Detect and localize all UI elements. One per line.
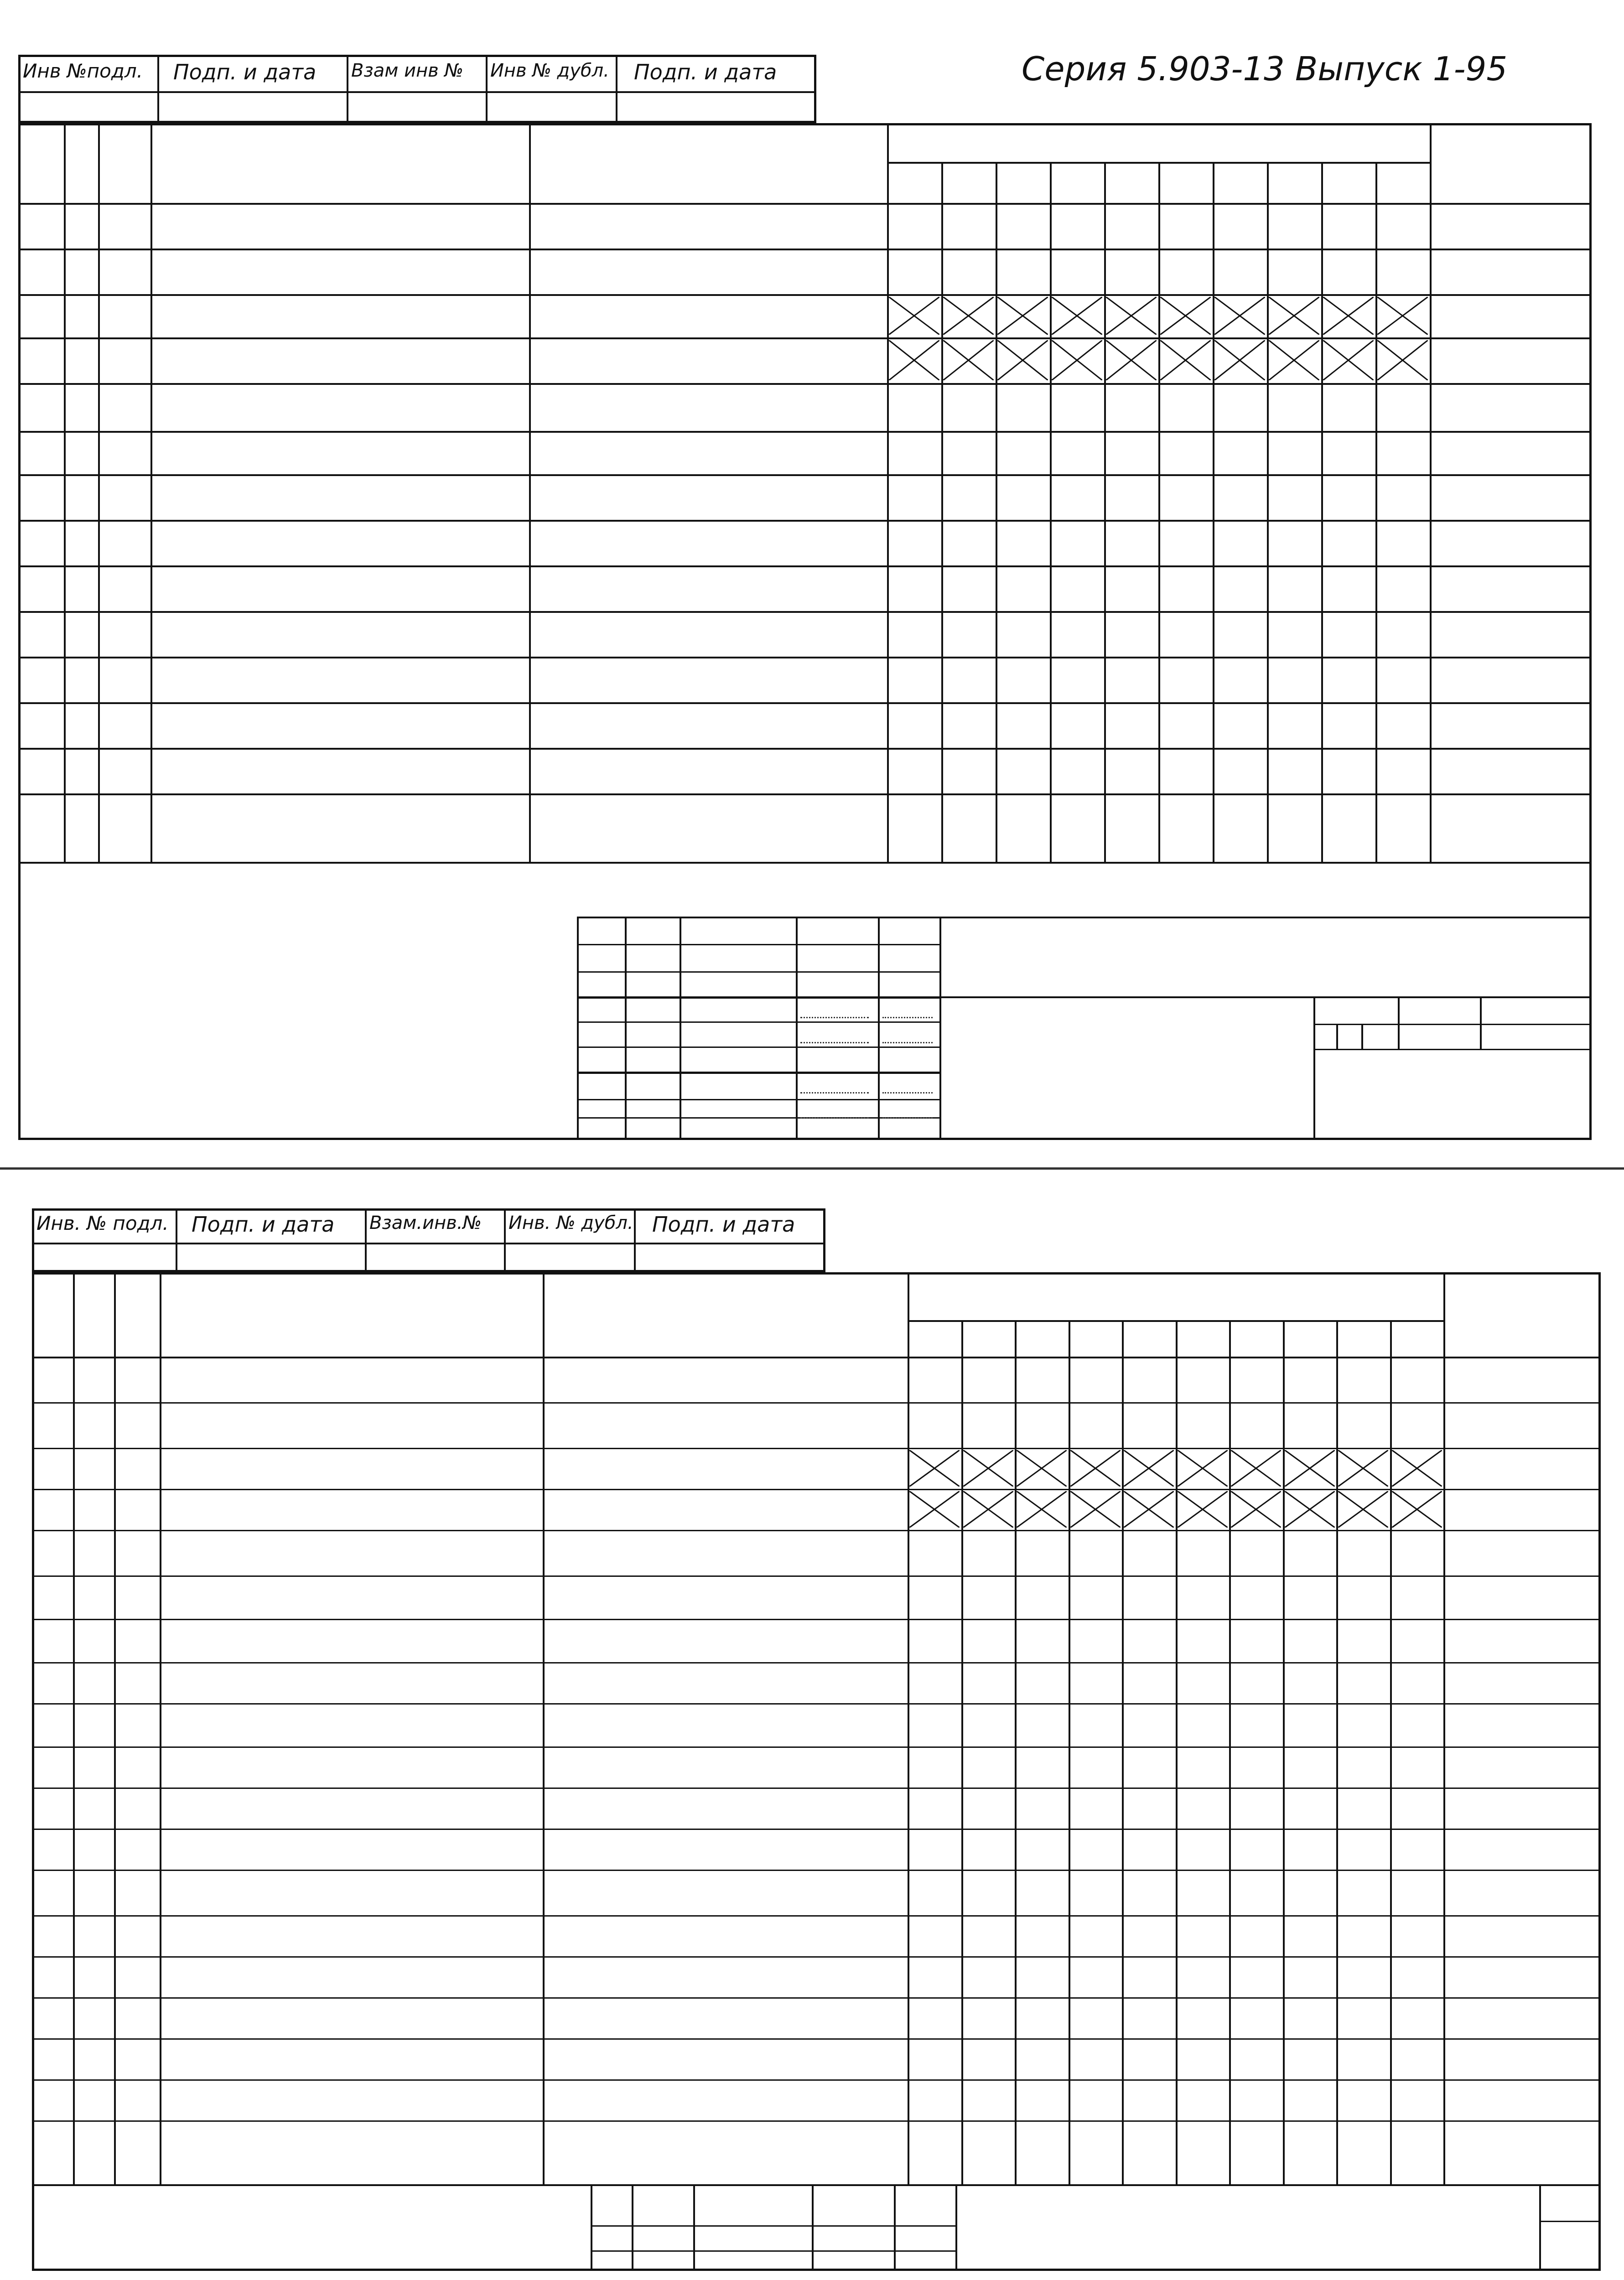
stamp-cell: Инв. № подл. — [36, 1212, 169, 1234]
grid-line — [73, 1272, 75, 2184]
grid-line — [32, 2038, 1601, 2040]
grid-line — [32, 1788, 1601, 1789]
grid-line — [32, 1489, 1601, 1490]
grid-line — [591, 2184, 592, 2271]
cross-mark — [1285, 1450, 1335, 1487]
grid-line — [114, 1272, 116, 2184]
stamp-cell: Подп. и дата — [173, 60, 316, 84]
cross-mark — [963, 1450, 1013, 1487]
grid-line — [32, 1956, 1601, 1958]
grid-line — [32, 1746, 1601, 1748]
grid-line — [32, 1829, 1601, 1830]
cross-mark — [1070, 1450, 1121, 1487]
stamp-cell: Инв №подл. — [23, 60, 143, 82]
stamp-cell: Инв. № дубл. — [508, 1213, 633, 1233]
stamp-cell: Подп. и дата — [634, 60, 777, 84]
series-header: Серия 5.903-13 Выпуск 1-95 — [1022, 50, 1508, 88]
grid-line — [543, 1272, 545, 2184]
grid-line — [160, 1272, 161, 2184]
stamp-cell: Подп. и дата — [652, 1212, 795, 1237]
grid-line — [32, 1575, 1601, 1577]
cross-mark — [909, 1450, 960, 1487]
grid-line — [32, 2079, 1601, 2081]
cross-mark — [963, 1491, 1013, 1528]
grid-line — [32, 2184, 1601, 2186]
cross-mark — [1124, 1491, 1174, 1528]
cross-mark — [1392, 1450, 1442, 1487]
grid-line — [32, 1448, 1601, 1449]
cross-mark — [1070, 1491, 1121, 1528]
grid-line — [591, 2250, 955, 2252]
stamp-cell: Взам инв № — [351, 60, 464, 81]
grid-line — [894, 2184, 896, 2271]
grid-line — [812, 2184, 814, 2271]
grid-line — [693, 2184, 695, 2271]
grid-line — [591, 2225, 955, 2227]
cross-mark — [909, 1491, 960, 1528]
grid-line — [908, 1272, 909, 2184]
cross-mark — [1231, 1491, 1281, 1528]
cross-mark — [1017, 1491, 1067, 1528]
grid-line — [32, 1997, 1601, 1999]
grid-line — [32, 1402, 1601, 1404]
stamp-cell: Взам.инв.№ — [369, 1213, 482, 1233]
cross-mark — [1178, 1491, 1228, 1528]
grid-line — [632, 2184, 633, 2271]
grid-line — [32, 1915, 1601, 1917]
cross-mark — [1285, 1491, 1335, 1528]
grid-line — [32, 1357, 1601, 1358]
grid-line — [32, 1530, 1601, 1531]
grid-line — [955, 2184, 957, 2271]
grid-line — [32, 2120, 1601, 2122]
stamp-cell: Подп. и дата — [192, 1212, 335, 1237]
grid-line — [32, 1703, 1601, 1705]
cross-mark — [1338, 1450, 1388, 1487]
grid-line — [1539, 2184, 1541, 2271]
cross-mark — [1392, 1491, 1442, 1528]
grid-line — [32, 1619, 1601, 1620]
grid-line — [32, 1662, 1601, 1663]
grid-line — [1539, 2221, 1601, 2222]
cross-mark — [1231, 1450, 1281, 1487]
grid-line — [908, 1320, 1443, 1322]
grid-line — [32, 1870, 1601, 1871]
stamp-cell: Инв № дубл. — [490, 60, 609, 81]
cross-mark — [1124, 1450, 1174, 1487]
grid-line — [1443, 1272, 1445, 2184]
cross-mark — [1017, 1450, 1067, 1487]
cross-mark — [1338, 1491, 1388, 1528]
cross-mark — [1178, 1450, 1228, 1487]
